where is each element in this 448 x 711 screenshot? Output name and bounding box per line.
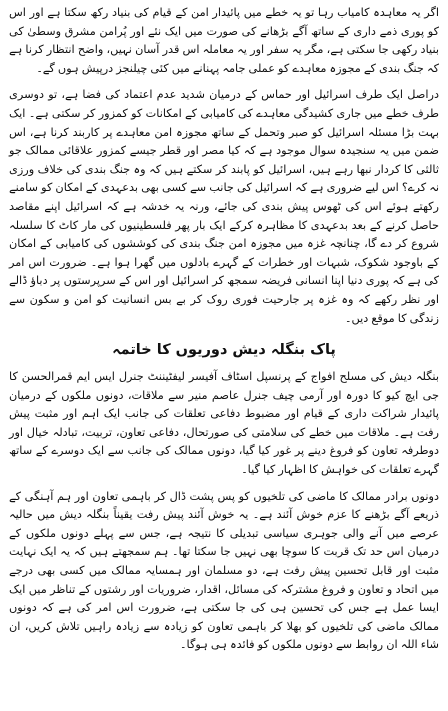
article-paragraph-1: اگر یہ معاہدہ کامیاب رہا تو یہ خطے میں پائیدار امن کے قیام کی بنیاد رکھ سکتا ہے اور اس کو پوری ذمے داری کے ساتھ آگے بڑھانے کی صورت میں ایک نئے اور پُرامن مشرق وسطیٰ کی بنیاد رکھی جا سکتی ہے، مگر یہ سفر اور یہ معاملہ اس قدر آسان نہیں، واضح انتظار کرنا ہے کہ جنگ بندی کے مجوزہ معاہدے کو عملی جامہ پہنانے میں کئی چیلنجز درپیش ہوں گے۔: [9, 6, 439, 75]
article-paragraph-3: بنگلہ دیش کی مسلح افواج کے پرنسپل اسٹاف آفیسر لیفٹیننٹ جنرل ایس ایم قمرالحسن کا جی ایچ کیو کا دورہ اور آرمی چیف جنرل عاصم منیر سے ملاقات، دونوں ملکوں کے درمیان پائیدار شراکت داری کے قیام اور مضبوط دفاعی تعلقات کی جانب ایک اہم اور مثبت پیش رفت ہے۔ ملاقات میں خطے کی سلامتی کی صورتحال، دفاعی تعاون، تربیت، تبادلہ خیال اور دوطرفہ تعاون کو فروغ دینے پر غور کیا گیا، دونوں ممالک کی جانب سے ایک دوسرے کے ساتھ گہرے تعلقات کی خواہش کا اظہار کیا گیا۔: [9, 370, 439, 477]
article-paragraph-2: دراصل ایک طرف اسرائیل اور حماس کے درمیان شدید عدم اعتماد کی فضا ہے، تو دوسری طرف خطے میں جاری کشیدگی معاہدے کی کامیابی کے امکانات کو کمزور کر سکتی ہے۔ ایک بہت بڑا مسئلہ اسرائیل کو صبر وتحمل کے ساتھ مجوزہ امن معاہدے پر کاربند کرنا ہے، اس ضمن میں یہ سنجیدہ سوال موجود ہے کہ کیا مصر اور قطر جیسے کمزور علاقائی ممالک جو ثالثی کا کردار نبھا رہے ہیں، اسرائیل کو پابند کر سکتے ہیں کہ وہ جنگ بندی کی خلاف ورزی نہ کرے؟ اس لیے ضروری ہے کہ اسرائیل کی جانب سے کسی بھی بدعہدی کے امکان کو سامنے رکھتے ہوئے اس کی ٹھوس پیش بندی کی جائے، ورنہ یہ خدشہ ہے کہ اسرائیل اپنے مقاصد حاصل کرنے کے بعد بدعہدی کا مظاہرہ کرکے ایک بار پھر فلسطینیوں کی مار کاٹ کا سلسلہ شروع کر دے گا، چنانچہ غزہ میں مجوزہ امن جنگ بندی کی کوششوں کی کامیابی کے امکان کے باوجود شکوک، شبہات اور خطرات کے گہرے بادلوں میں گھرا ہوا ہے۔ ضرورت اس امر کی ہے کہ پوری دنیا اپنا انسانی فریضہ سمجھ کر اسرائیل اور اس کے سرپرستوں پر دباؤ ڈالے اور نظر رکھے کہ وہ غزہ پر جارحیت فوری روک کر بے بس انسانیت کو امن و سکون سے زندگی کا موقع دیں۔: [9, 88, 439, 325]
section-heading: پاک بنگلہ دیش دوریوں کا خاتمہ: [112, 342, 336, 359]
article-paragraph-4: دونوں برادر ممالک کا ماضی کی تلخیوں کو پس پشت ڈال کر باہمی تعاون اور ہم آہنگی کے ذریعے آگے بڑھنے کا عزم خوش آئند ہے۔ یہ خوش آئند پیش رفت یقیناً بنگلہ دیش میں حالیہ عرصے میں آنے والی جوہری سیاسی تبدیلی کا نتیجہ ہے، جس سے پہلے دونوں ملکوں کے درمیان اس حد تک قربت کا سوچا بھی نہیں جا سکتا تھا۔ ہم سمجھتے ہیں کہ یہ ایک نہایت مثبت اور قابل تحسین پیش رفت ہے، دو مسلمان اور ہمسایہ ممالک میں کسی بھی درجے میں اتحاد و تعاون و فروغ مشترکہ کی مسائل، اقدار، ضروریات اور رشتوں کے تناظر میں ایک ایسا عمل ہے جس کی تحسین ہی کی جا سکتی ہے، ضرورت اس امر کی ہے کہ دونوں ممالک ماضی کی تلخیوں کو بھلا کر باہمی تعاون کو زیادہ سے زیادہ راہیں تلاش کریں، ان شاء اللہ ان روابط سے دونوں ملکوں کو فائدہ ہی ہوگا۔: [9, 489, 439, 652]
